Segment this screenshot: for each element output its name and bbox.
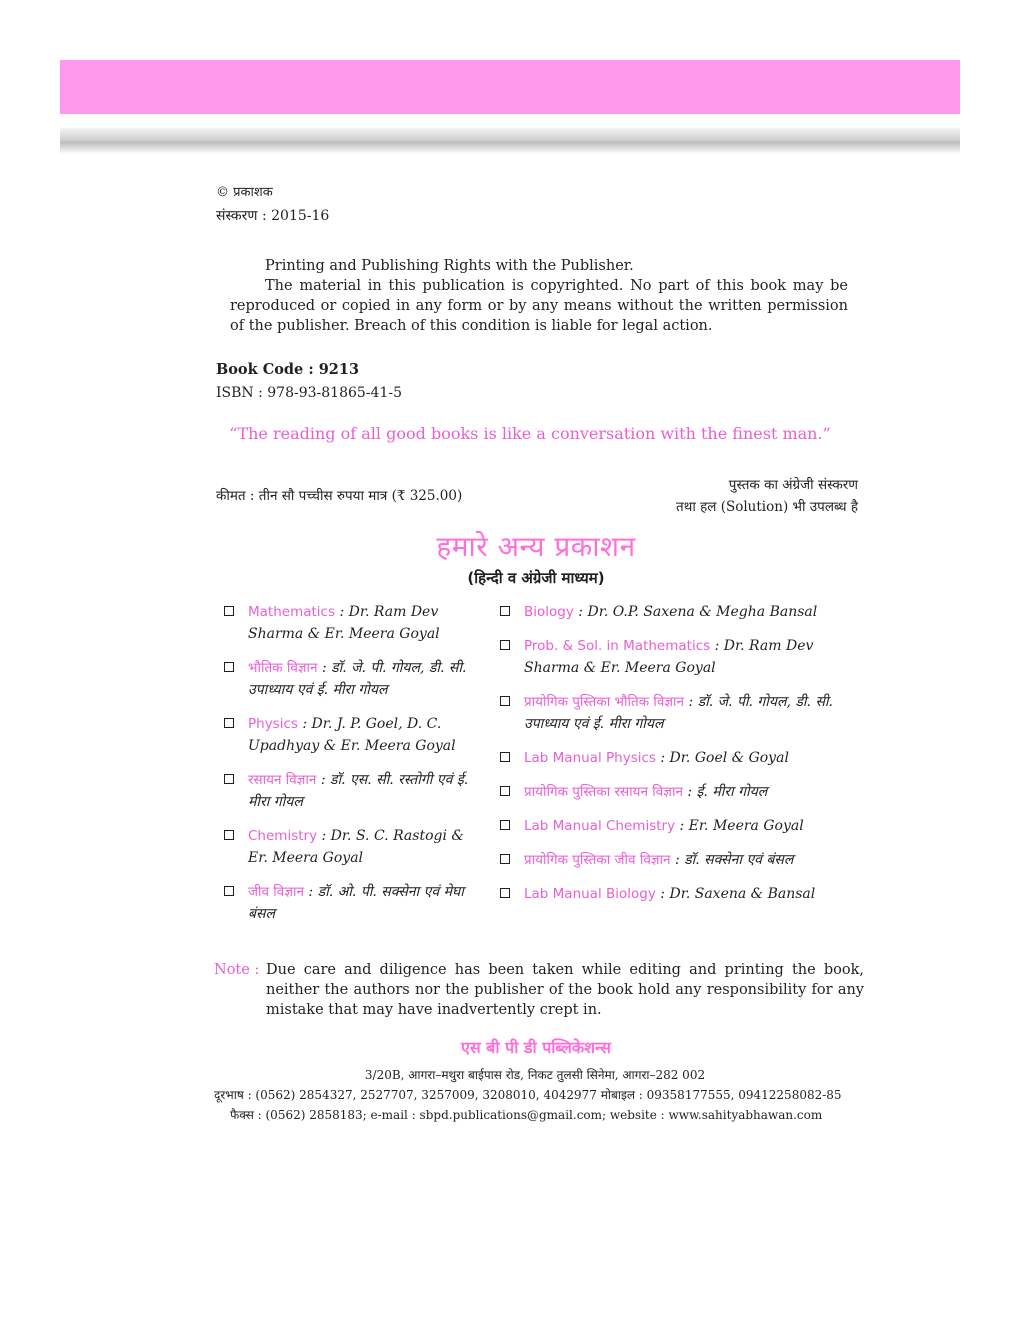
publication-title: Physics <box>248 716 298 732</box>
publication-author: : डॉ. सक्सेना एवं बंसल <box>674 852 794 868</box>
publisher-name: एस बी पी डी पब्लिकेशन्स <box>461 1038 611 1057</box>
publication-author: : डॉ. एस. सी. रस्तोगी एवं ई. मीरा गोयल <box>248 772 469 810</box>
publication-author: : डॉ. ओ. पी. सक्सेना एवं मेघा बंसल <box>248 884 464 922</box>
checkbox-square-icon <box>224 774 234 784</box>
publication-title: प्रायोगिक पुस्तिका भौतिक विज्ञान <box>524 694 685 710</box>
publication-author: : Dr. J. P. Goel, D. C. Upadhyay & Er. Meera Goyal <box>248 716 456 754</box>
disclaimer-note <box>214 960 864 1020</box>
english-edition-note <box>676 474 858 518</box>
publication-title: Prob. & Sol. in Mathematics <box>524 638 711 654</box>
publication-title: Chemistry <box>248 828 318 844</box>
english-edition-line1: पुस्तक का अंग्रेजी संस्करण <box>728 477 858 493</box>
publication-item <box>222 601 480 645</box>
copyright-paragraph: The material in this publication is copyrighted. No part of this book may be reproduced or copied in any form or by any means without the written permission of the publisher. Breach of this condition is liable for legal action. <box>230 278 848 334</box>
isbn: ISBN : 978-93-81865-41-5 <box>216 385 402 401</box>
price: कीमत : तीन सौ पच्चीस रुपया मात्र (₹ 325.00) <box>216 488 463 504</box>
publication-title: Mathematics <box>248 604 335 620</box>
book-code: Book Code : 9213 <box>216 361 360 378</box>
checkbox-square-icon <box>224 606 234 616</box>
publication-author: : Dr. Saxena & Bansal <box>660 886 816 902</box>
english-edition-line2: तथा हल (Solution) भी उपलब्ध है <box>676 499 858 515</box>
other-publications-subheading: (हिन्दी व अंग्रेजी माध्यम) <box>467 569 605 587</box>
checkbox-square-icon <box>224 718 234 728</box>
publications-left-column <box>222 601 480 937</box>
checkbox-square-icon <box>224 886 234 896</box>
publications-right-column <box>498 601 858 917</box>
publication-item <box>222 825 480 869</box>
checkbox-square-icon <box>500 640 510 650</box>
publication-item <box>498 635 858 679</box>
publication-item <box>222 769 480 813</box>
header-grey-band <box>60 128 960 154</box>
note-label: Note : <box>214 962 260 978</box>
publisher-address: 3/20B, आगरा–मथुरा बाईपास रोड, निकट तुलसी सिनेमा, आगरा–282 002 <box>364 1068 706 1082</box>
checkbox-square-icon <box>224 830 234 840</box>
edition-value: : 2015-16 <box>261 208 330 224</box>
publication-item <box>498 849 858 871</box>
publication-item <box>222 657 480 701</box>
quote: “The reading of all good books is like a conversation with the finest man.” <box>229 424 831 443</box>
publication-item <box>222 881 480 925</box>
publication-title: प्रायोगिक पुस्तिका रसायन विज्ञान <box>524 784 683 800</box>
publication-item <box>498 883 858 905</box>
checkbox-square-icon <box>500 606 510 616</box>
copyright-line <box>216 182 273 200</box>
checkbox-square-icon <box>500 696 510 706</box>
publication-author: : Dr. O.P. Saxena & Megha Bansal <box>578 604 818 620</box>
checkbox-square-icon <box>500 752 510 762</box>
rights-line: Printing and Publishing Rights with the Publisher. <box>265 258 634 274</box>
checkbox-square-icon <box>224 662 234 672</box>
publication-title: Lab Manual Biology <box>524 886 656 902</box>
publication-author: : Dr. S. C. Rastogi & Er. Meera Goyal <box>248 828 464 866</box>
edition-line <box>216 206 329 225</box>
publication-title: भौतिक विज्ञान <box>248 660 318 676</box>
publication-author: : डॉ. जे. पी. गोयल, डी. सी. उपाध्याय एवं ई. मीरा गोयल <box>248 660 467 698</box>
publisher-contact: फैक्स : (0562) 2858183; e-mail : sbpd.publications@gmail.com; website : www.sahityabhawan.com <box>230 1108 823 1122</box>
checkbox-square-icon <box>500 854 510 864</box>
publication-item <box>498 815 858 837</box>
publication-author: : Er. Meera Goyal <box>679 818 804 834</box>
edition-label: संस्करण <box>216 208 258 224</box>
publication-item <box>498 601 858 623</box>
publication-title: Lab Manual Chemistry <box>524 818 676 834</box>
publication-title: रसायन विज्ञान <box>248 772 317 788</box>
publication-item <box>222 713 480 757</box>
publication-author: : Dr. Ram Dev Sharma & Er. Meera Goyal <box>524 638 814 676</box>
publication-title: प्रायोगिक पुस्तिका जीव विज्ञान <box>524 852 671 868</box>
header-pink-band <box>60 60 960 114</box>
other-publications-heading: हमारे अन्य प्रकाशन <box>436 530 636 563</box>
publication-title: Lab Manual Physics <box>524 750 656 766</box>
checkbox-square-icon <box>500 786 510 796</box>
publication-author: : डॉ. जे. पी. गोयल, डी. सी. उपाध्याय एवं ई. मीरा गोयल <box>524 694 833 732</box>
copyright-holder: प्रकाशक <box>233 185 273 200</box>
publication-title: Biology <box>524 604 574 620</box>
note-text: Due care and diligence has been taken while editing and printing the book, neither the authors nor the publisher of the book hold any responsibility for any mistake that may have inadvertently crept in. <box>266 962 864 1018</box>
publication-author: : Dr. Goel & Goyal <box>660 750 789 766</box>
publication-title: जीव विज्ञान <box>248 884 304 900</box>
rights-notice <box>230 256 848 336</box>
publication-item <box>498 781 858 803</box>
copyright-symbol: © <box>216 185 229 200</box>
checkbox-square-icon <box>500 888 510 898</box>
publication-author: : Dr. Ram Dev Sharma & Er. Meera Goyal <box>248 604 440 642</box>
publication-item <box>498 747 858 769</box>
publication-author: : ई. मीरा गोयल <box>687 784 768 800</box>
publisher-phone: दूरभाष : (0562) 2854327, 2527707, 3257009, 3208010, 4042977 मोबाइल : 09358177555, 09412258082-85 <box>214 1088 842 1102</box>
checkbox-square-icon <box>500 820 510 830</box>
publication-item <box>498 691 858 735</box>
